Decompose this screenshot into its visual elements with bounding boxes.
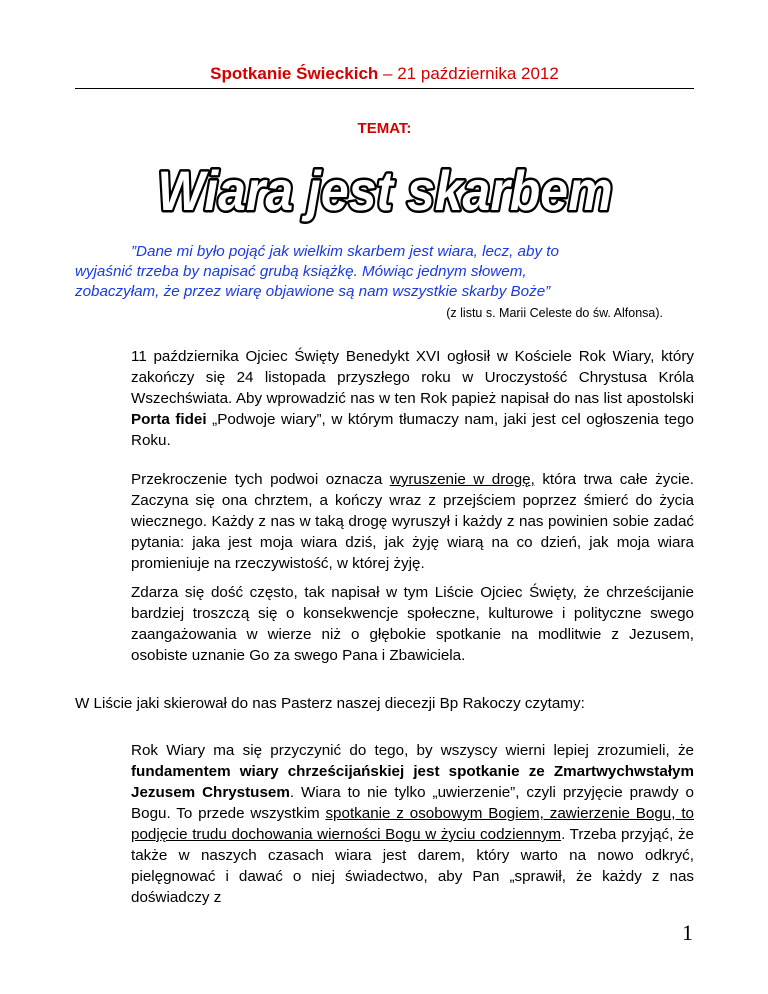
header-event-title: Spotkanie Świeckich — [210, 64, 379, 83]
paragraph-4: W Liście jaki skierował do nas Pasterz naszej diecezji Bp Rakoczy czytamy: — [75, 695, 585, 712]
opening-quote — [75, 242, 694, 302]
paragraph-5: Rok Wiary ma się przyczynić do tego, by wszyscy wierni lepiej zrozumieli, że fundamentem wiary chrześcijańskiej jest spotkanie ze Zmartwychwstałym Jezusem Chrystusem. Wiara to nie tylko „uwierzenie”, czyli przyjęcie prawdy o Bogu. To przede wszystkim spotkanie z osobowym Bogiem, zawierzenie Bogu, to podjęcie trudu dochowania wierności Bogu w życiu codziennym. Trzeba przyjąć, że także w naszych czasach wiara jest darem, który warto na nowo odkryć, pielęgnować i dawać o niej świadectwo, aby Pan „sprawił, że każdy z nas doświadczy z — [131, 742, 694, 906]
header-line — [75, 64, 694, 89]
wordart-title-text: Wiara jest skarbem — [157, 160, 612, 222]
page-number: 1 — [682, 920, 693, 945]
topic-label: TEMAT: — [357, 120, 412, 137]
quote-source: (z listu s. Marii Celeste do św. Alfonsa). — [446, 306, 663, 320]
paragraph-2: Przekroczenie tych podwoi oznacza wyruszenie w drogę, która trwa całe życie. Zaczyna się ona chrztem, a kończy wraz z przejściem poprzez śmierć do życia wiecznego. Każdy z nas w taką drogę wyruszył i każdy z nas powinien sobie zadać pytania: jaka jest moja wiara dziś, jak żyję wiarą na co dzień, jak moja wiara promieniuje na rzeczywistość, w której żyję. — [131, 471, 694, 572]
quote-line: wyjaśnić trzeba by napisać grubą książkę. Mówiąc jednym słowem, — [75, 263, 527, 280]
wordart-title-graphic — [150, 160, 620, 224]
quote-line: zobaczyłam, że przez wiarę objawione są nam wszystkie skarby Boże” — [75, 283, 551, 300]
porta-fidei-title: Porta fidei — [131, 411, 207, 428]
header-event-date: – 21 października 2012 — [378, 64, 559, 83]
paragraph-3: Zdarza się dość często, tak napisał w tym Liście Ojciec Święty, że chrześcijanie bardziej troszczą się o konsekwencje społeczne, kulturowe i polityczne swego zaangażowania w wierze niż o głębokie spotkanie na modlitwie z Jezusem, osobiste uznanie Go za swego Pana i Zbawiciela. — [131, 584, 694, 664]
underlined-phrase: wyruszenie w drogę, — [389, 471, 535, 488]
wordart-title — [75, 160, 694, 224]
paragraph-1: 11 października Ojciec Święty Benedykt XVI ogłosił w Kościele Rok Wiary, który zakończy się 24 listopada przyszłego roku w Uroczystość Chrystusa Króla Wszechświata. Aby wprowadzić nas w ten Rok papież napisał do nas list apostolski Porta fidei „Podwoje wiary”, w którym tłumaczy nam, jaki jest cel ogłoszenia tego Roku. — [131, 348, 694, 449]
underlined-phrase: spotkanie z osobowym Bogiem, zawierzenie Bogu, to podjęcie trudu dochowania wierności Bogu w życiu codziennym — [131, 805, 694, 843]
bold-phrase: fundamentem wiary chrześcijańskiej jest spotkanie ze Zmartwychwstałym Jezusem Chrystusem — [131, 763, 694, 801]
quote-line: ”Dane mi było pojąć jak wielkim skarbem jest wiara, lecz, aby to — [131, 243, 559, 260]
